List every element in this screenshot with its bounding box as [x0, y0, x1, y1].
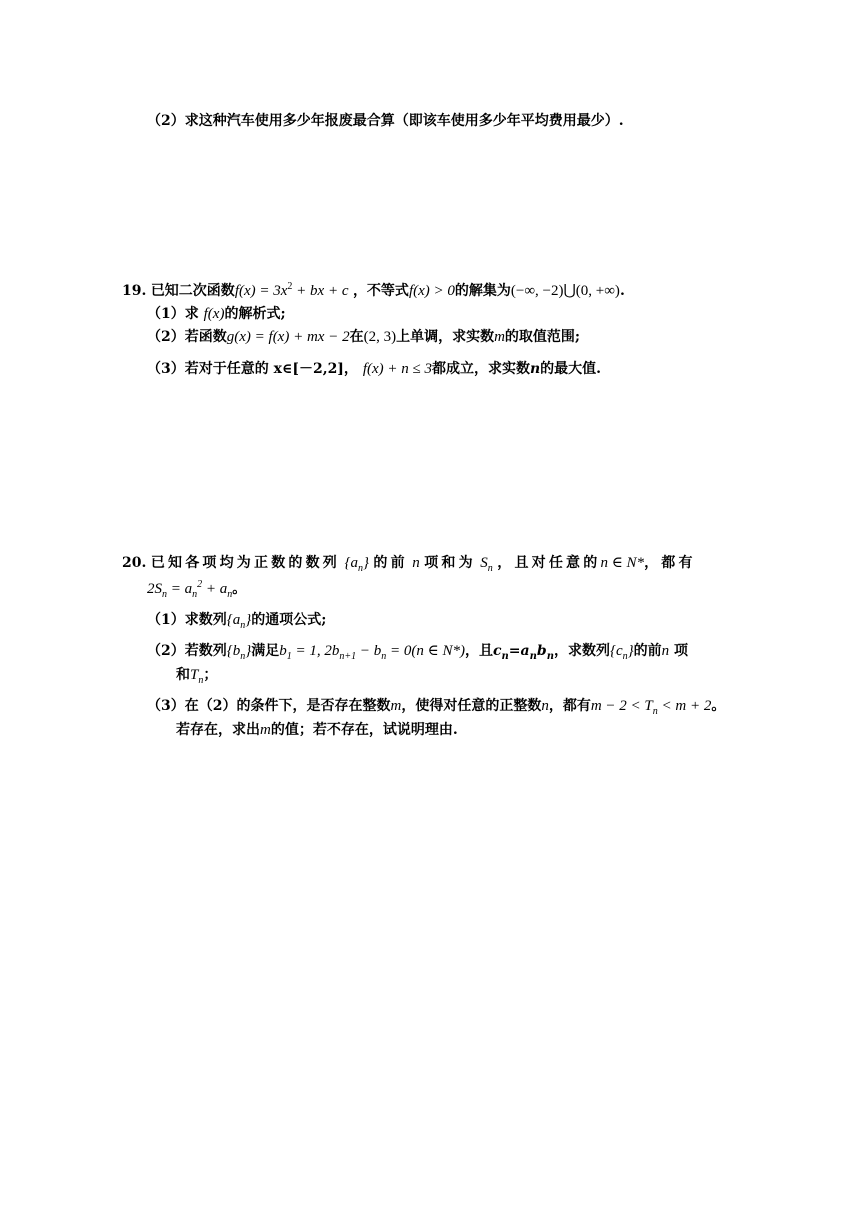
q19-stem-text-3: 的解集为 — [454, 283, 511, 299]
q20-part2-line1 — [147, 641, 688, 661]
q18-part2: （2）求这种汽车使用多少年报废最合算（即该车使用多少年平均费用最少）. — [147, 113, 624, 129]
q20-stem — [122, 553, 696, 573]
q19-stem-end: . — [619, 283, 625, 299]
q20-number: 20. — [122, 555, 147, 571]
q20-p2-c: c — [492, 643, 502, 659]
q20-sum-S — [480, 555, 493, 574]
q20-seq-a-close: } — [362, 555, 369, 571]
q20-p2-seq-sub: n — [240, 651, 246, 662]
q19-stem-text-1: 已知二次函数 — [150, 283, 235, 299]
q20-eq-mid: = a — [167, 581, 193, 597]
q20-cond: n ∈ N* — [600, 555, 645, 571]
q20-p2-T-main: T — [190, 667, 199, 683]
q19-stem-text-2: ，不等式 — [352, 283, 409, 299]
q20-p3-line2-m: m — [260, 722, 271, 738]
q20-p1-seq-sub: n — [240, 620, 246, 631]
q19-p2-text-1: 在 — [349, 329, 364, 345]
q20-p1-seq-open: {a — [226, 612, 241, 628]
q20-eq-math — [147, 579, 233, 600]
q20-p2-T — [190, 667, 204, 686]
q19-p3-var: n — [529, 361, 541, 377]
q20-seq-a-open: {a — [344, 555, 358, 571]
q19-p2-interval: (2, 3) — [363, 329, 397, 345]
q20-p2-cseq-close: } — [627, 643, 634, 659]
q20-p2-text-4: 的前 — [633, 643, 662, 659]
q19-p3-text-1: 都成立，求实数 — [431, 361, 530, 377]
q20-p2-np1: n+1 — [339, 651, 357, 662]
q20-p2-line2-label: 和 — [176, 667, 190, 683]
q20-equation — [147, 579, 246, 599]
q20-p3-n: n — [541, 698, 549, 714]
q20-part3-line1 — [147, 696, 725, 716]
q20-p2-T-sub: n — [198, 675, 204, 686]
q20-p3-ineq-1: m − 2 < T — [590, 698, 653, 714]
q19-function-def — [235, 283, 349, 299]
q20-p3-ineq-2: < m + 2 — [657, 698, 712, 714]
q20-p2-seq — [226, 643, 252, 662]
q20-p2-c-eq: =a — [508, 643, 530, 659]
q20-p2-text-2: ，且 — [464, 643, 493, 659]
q20-p2-line2-end: ； — [203, 667, 218, 683]
q20-p2-text-5: 项 — [669, 643, 688, 659]
q20-p1-seq-close: } — [245, 612, 252, 628]
q19-p2-text-2: 上单调，求实数 — [396, 329, 495, 345]
q20-p1-label: （1）求数列 — [147, 612, 227, 628]
q20-part2-line2 — [176, 665, 217, 685]
q20-p3-text-1: ，使得对任意的正整数 — [401, 698, 542, 714]
q20-eq-plus: + a — [202, 581, 228, 597]
q19-p2-math: g(x) = f(x) + mx − 2 — [226, 329, 350, 345]
q20-p2-cseq — [609, 643, 634, 662]
q19-part2 — [147, 327, 580, 347]
q20-p2-minus: − b — [356, 643, 382, 659]
q20-p3-line2-b: 的值；若不存在，试说明理由. — [270, 722, 458, 738]
q19-part1 — [147, 304, 286, 324]
q20-p3-ineq-sub: n — [652, 706, 658, 717]
q20-eq-end: 。 — [232, 581, 247, 597]
q19-p2-label: （2）若函数 — [147, 329, 227, 345]
q20-p3-m: m — [390, 698, 402, 714]
q20-p2-b: b — [536, 643, 547, 659]
q19-p3-math: f(x) + n ≤ 3 — [362, 361, 432, 377]
q20-p2-seq-open: {b — [226, 643, 241, 659]
q20-stem-text-2: 的前 — [373, 555, 408, 571]
q20-p2-cseq-sub: n — [622, 651, 628, 662]
q20-p2-eq1: = 1, 2b — [291, 643, 340, 659]
q19-p1-label: （1）求 — [147, 306, 199, 322]
q19-number: 19. — [122, 283, 147, 299]
q20-S: S — [480, 555, 488, 571]
q20-p2-c-sub: n — [501, 650, 509, 662]
q20-p2-eq2: = 0(n ∈ N*) — [386, 643, 465, 659]
q20-p2-n: n — [661, 643, 670, 659]
q19-p3-text-2: 的最大值. — [540, 361, 602, 377]
q19-p2-text-3: 的取值范围; — [504, 329, 581, 345]
q20-p1-tail: 的通项公式; — [251, 612, 327, 628]
q20-p2-b-sub: n — [546, 650, 554, 662]
q20-p2-b1-sub: 1 — [286, 651, 292, 662]
q19-solution-set: (−∞, −2)⋃(0, +∞) — [510, 283, 620, 299]
q20-p2-recurrence — [279, 643, 465, 662]
q20-p3-text-2: ，都有 — [548, 698, 591, 714]
q20-stem-text-3: 项和为 — [424, 555, 476, 571]
q20-stem-n: n — [412, 555, 420, 571]
q20-p2-text-1: 满足 — [251, 643, 280, 659]
q19-p3-label: （3）若对于任意的 x∈[－2,2]， — [147, 361, 358, 377]
q20-stem-text-4: ，且对任意的 — [497, 555, 601, 571]
q20-p2-text-3: ，求数列 — [553, 643, 610, 659]
q20-part3-line2 — [176, 720, 458, 740]
q20-eq-a-sup: 2 — [197, 579, 203, 590]
q20-seq-a — [344, 555, 369, 574]
q20-p2-n-sub: n — [381, 651, 387, 662]
q20-p3-end: 。 — [711, 698, 726, 714]
q20-p2-seq-close: } — [245, 643, 252, 659]
q19-p1-tail: 的解析式; — [224, 306, 286, 322]
q20-S-sub: n — [487, 563, 493, 574]
q20-p2-b1: b — [279, 643, 287, 659]
q20-seq-a-sub: n — [357, 563, 363, 574]
q19-inequality: f(x) > 0 — [408, 283, 455, 299]
q20-part1 — [147, 610, 326, 630]
q20-p3-label: （3）在（2）的条件下，是否存在整数 — [147, 698, 391, 714]
q20-eq-lhs: 2S — [147, 581, 162, 597]
q20-stem-text-5: ，都有 — [644, 555, 696, 571]
q20-p2-cseq-open: {c — [609, 643, 623, 659]
q19-f-eq: f(x) = 3x — [234, 283, 288, 299]
q19-p1-math: f(x) — [203, 306, 225, 322]
q20-eq-lhs-sub: n — [162, 589, 167, 600]
q20-eq-tail-sub: n — [227, 589, 233, 600]
q19-f-tail: + bx + c — [292, 283, 349, 299]
q20-p1-seq — [226, 612, 252, 631]
q20-p2-a-sub: n — [529, 650, 537, 662]
q20-p2-label: （2）若数列 — [147, 643, 227, 659]
q19-stem — [122, 281, 625, 301]
q19-exp: 2 — [287, 281, 293, 292]
q20-p3-line2-a: 若存在，求出 — [176, 722, 260, 738]
q20-p3-inequality — [590, 698, 712, 717]
q20-p2-c-relation — [492, 643, 554, 662]
q20-stem-text-1: 已知各项均为正数的数列 — [150, 555, 341, 571]
q19-part3 — [147, 359, 601, 379]
q19-p2-var: m — [494, 329, 505, 345]
q20-eq-a-sub: n — [192, 589, 198, 600]
